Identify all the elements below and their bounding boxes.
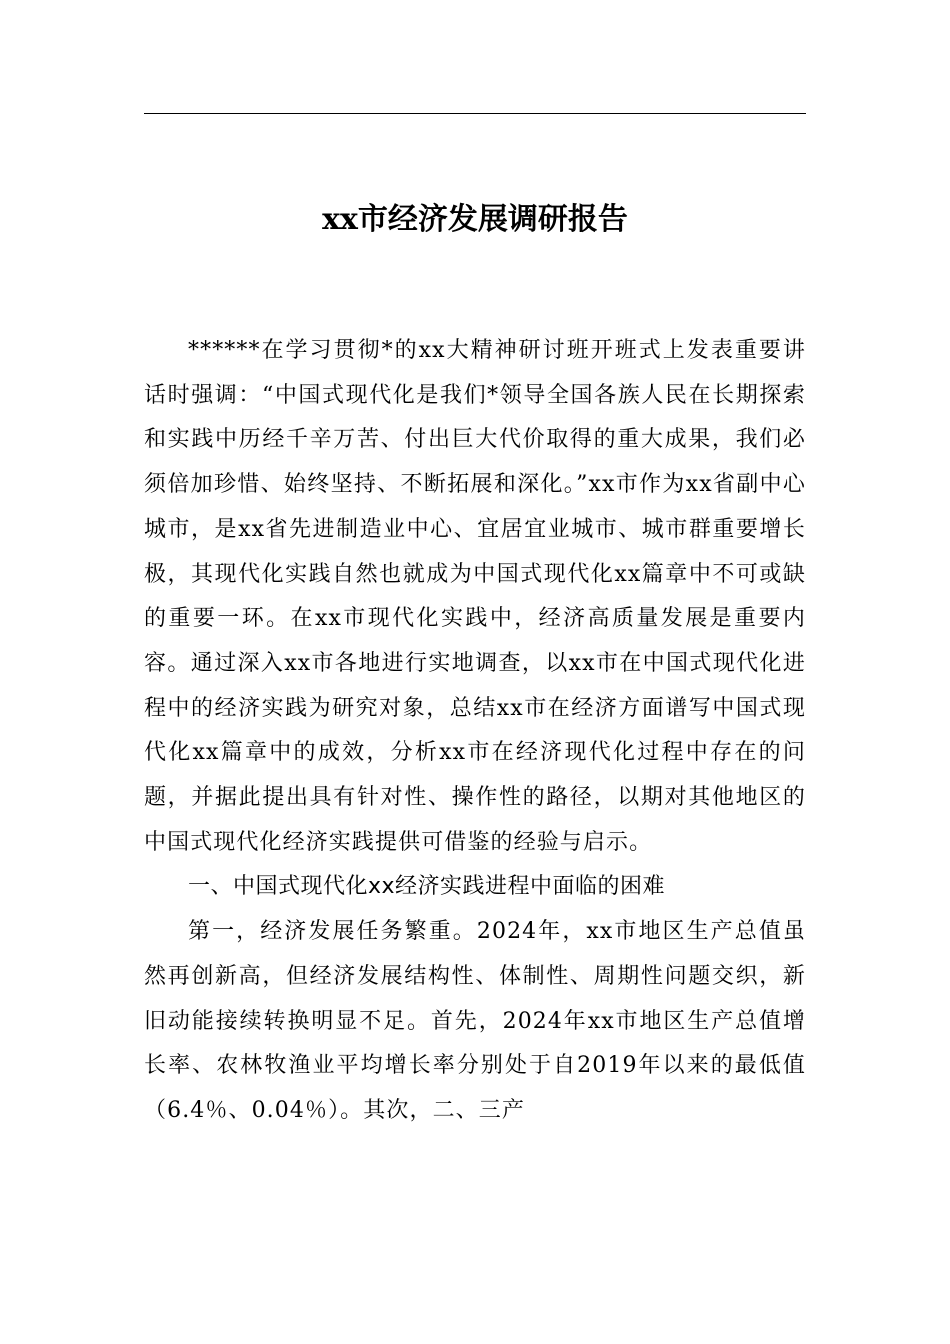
document-title: xx市经济发展调研报告: [322, 202, 628, 237]
document-body: [144, 329, 806, 1134]
header-rule: [144, 113, 806, 114]
intro-paragraph: ******在学习贯彻*的xx大精神研讨班开班式上发表重要讲话时强调：“中国式现代化是我们*领导全国各族人民在长期探索和实践中历经千辛万苦、付出巨大代价取得的重大成果，我们必须倍加珍惜、始终坚持、不断拓展和深化。”xx市作为xx省副中心城市，是xx省先进制造业中心、宜居宜业城市、城市群重要增长极，其现代化实践自然也就成为中国式现代化xx篇章中不可或缺的重要一环。在xx市现代化实践中，经济高质量发展是重要内容。通过深入xx市各地进行实地调查，以xx市在中国式现代化进程中的经济实践为研究对象，总结xx市在经济方面谱写中国式现代化xx篇章中的成效，分析xx市在经济现代化过程中存在的问题，并据此提出具有针对性、操作性的路径，以期对其他地区的中国式现代化经济实践提供可借鉴的经验与启示。: [144, 338, 806, 855]
section-paragraph: 第一，经济发展任务繁重。2024年，xx市地区生产总值虽然再创新高，但经济发展结构性、体制性、周期性问题交织，新旧动能接续转换明显不足。首先，2024年xx市地区生产总值增长率、农林牧渔业平均增长率分别处于自2019年以来的最低值（6.4％、0.04％）。其次，二、三产: [144, 919, 806, 1123]
section-heading: 一、中国式现代化xx经济实践进程中面临的困难: [188, 874, 666, 900]
